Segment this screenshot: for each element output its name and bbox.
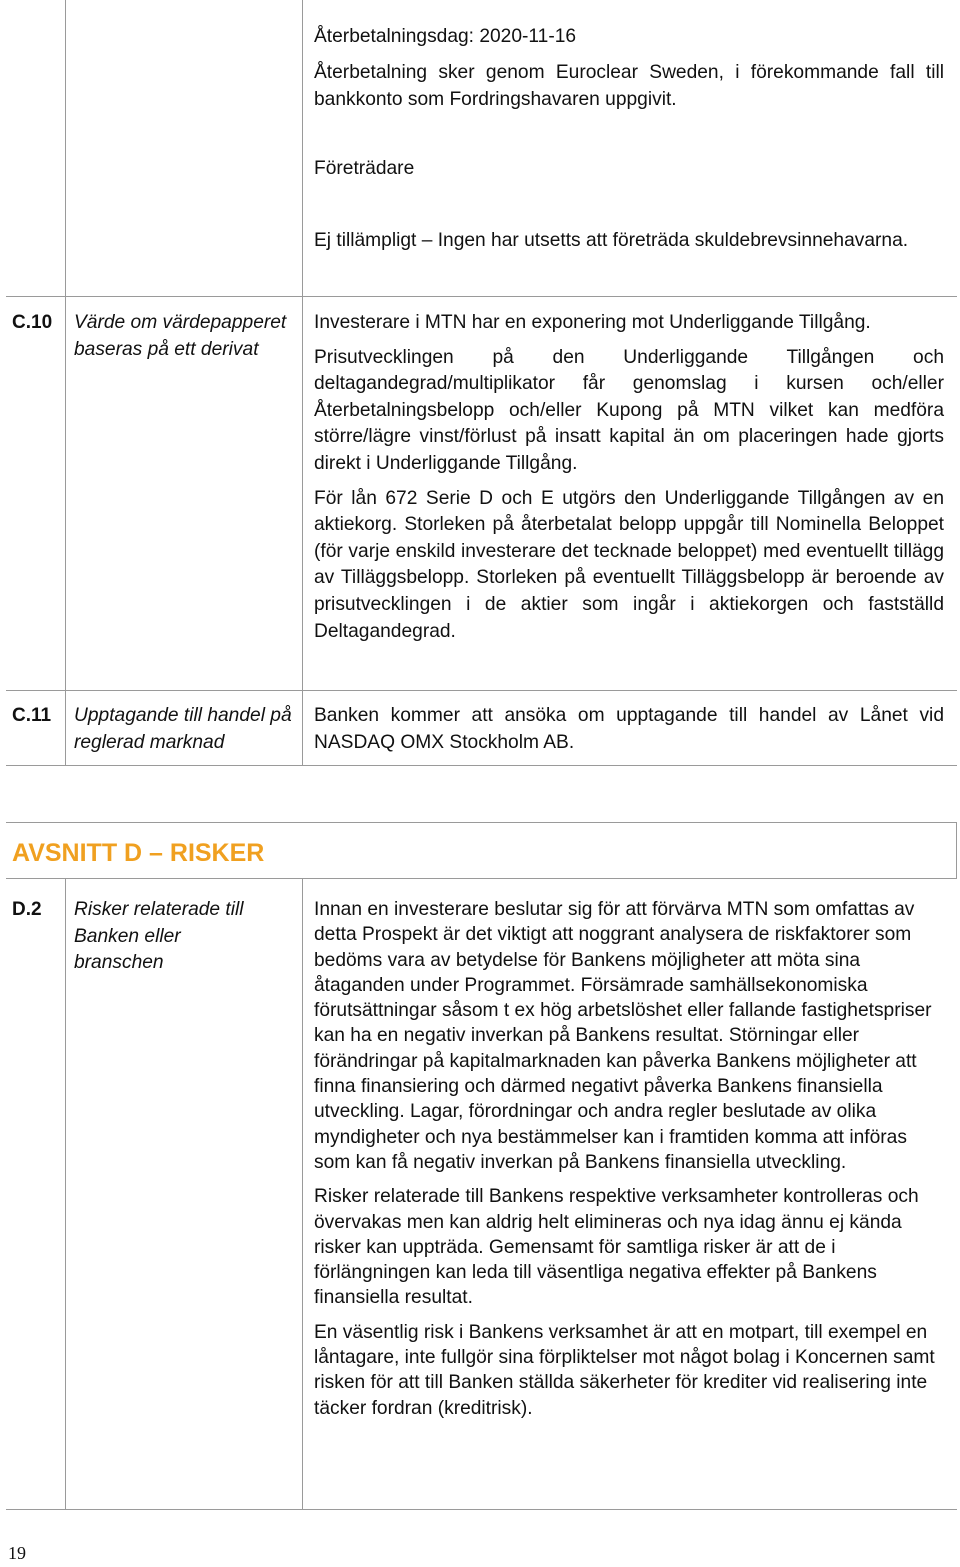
element-code: C.11 bbox=[12, 705, 52, 726]
element-label: Värde om värdepapperet baseras på ett derivat bbox=[74, 312, 287, 360]
d2-paragraph-1: Innan en investerare beslutar sig för att förvärva MTN som omfattas av detta Prospekt är det viktigt att noggrant analysera de riskfaktorer som bedöms vara av betydelse för Bankens möjligheter att möta sina åtaganden under Programmet. Försämrade samhällsekonomiska förutsättningar såsom t ex hög arbetslöshet eller fallande fastighetspriser kan ha en negativ inverkan på Bankens resultat. Störningar eller förändringar på kapitalmarknaden kan påverka Bankens möjligheter att finna finansiering och därmed negativt påverka Bankens finansiella utveckling. Lagar, förordningar och andra regler beslutade av olika myndigheter och nya bestämmelser kan i framtiden komma att införas som kan få negativ inverkan på Bankens finansiella utveckling. bbox=[314, 899, 932, 1173]
table-border bbox=[65, 878, 66, 1510]
c10-paragraph-1: Investerare i MTN har en exponering mot Underliggande Tillgång. bbox=[314, 312, 871, 333]
element-label: Upptagande till handel på reglerad marknad bbox=[74, 705, 292, 753]
element-code: C.10 bbox=[12, 312, 53, 333]
d2-paragraph-3: En väsentlig risk i Bankens verksamhet är att en motpart, till exempel en låntagare, inte fullgör sina förpliktelser mot något bolag i Koncernen samt risken för att till Banken ställda säkerheter för krediter vid realisering inte täcker fordran (kreditrisk). bbox=[314, 1321, 935, 1419]
table-border bbox=[6, 296, 957, 297]
c10-paragraph-2: Prisutvecklingen på den Underliggande Tillgången och deltagandegrad/multiplikator får genomslag i kursen och/eller Återbetalningsbelopp och/eller Kupong på MTN vilket kan medföra större/lägre vinst/förlust på insatt kapital än om placeringen hade gjorts direkt i Underliggande Tillgång. bbox=[314, 346, 944, 474]
d2-paragraph bbox=[314, 897, 936, 1421]
repayment-date: Återbetalningsdag: 2020-11-16 bbox=[314, 26, 577, 47]
section-border bbox=[956, 822, 957, 879]
c10-paragraph bbox=[314, 310, 944, 645]
table-border bbox=[65, 0, 66, 766]
table-border bbox=[6, 1509, 957, 1510]
element-label: Risker relaterade till Banken eller branschen bbox=[74, 899, 244, 974]
table-border bbox=[6, 765, 957, 766]
c11-text: Banken kommer att ansöka om upptagande till handel av Lånet vid NASDAQ OMX Stockholm AB. bbox=[314, 705, 944, 753]
table-border bbox=[302, 878, 303, 1510]
d2-paragraph-2: Risker relaterade till Bankens respektive verksamheter kontrolleras och övervakas men kan aldrig helt elimineras och nya idag ännu ej kända risker kan uppträda. Gemensamt för samtliga risker är att de i förlängningen kan leda till väsentliga negativa effekter på Bankens finansiella resultat. bbox=[314, 1186, 919, 1309]
table-border bbox=[302, 0, 303, 766]
repayment-method: Återbetalning sker genom Euroclear Sweden, i förekommande fall till bankkonto som Fordringshavaren uppgivit. bbox=[314, 62, 944, 110]
c10-paragraph-3: För lån 672 Serie D och E utgörs den Underliggande Tillgången av en aktiekorg. Storleken på återbetalat belopp uppgår till Nominella Beloppet (för varje enskild investerare det tecknade beloppet) med eventuellt tillägg av Tilläggsbelopp. Storleken på eventuellt Tilläggsbelopp är beroende av prisutvecklingen i de aktier som ingår i aktiekorgen och fastställd Deltagandegrad. bbox=[314, 487, 944, 642]
section-border bbox=[6, 878, 957, 879]
section-border bbox=[6, 822, 957, 823]
representative-heading: Företrädare bbox=[314, 158, 415, 179]
table-border bbox=[6, 690, 957, 691]
representative-text: Ej tillämpligt – Ingen har utsetts att företräda skuldebrevsinnehavarna. bbox=[314, 230, 909, 251]
section-title: AVSNITT D – RISKER bbox=[12, 839, 265, 867]
page-number: 19 bbox=[8, 1543, 26, 1563]
element-code: D.2 bbox=[12, 899, 42, 920]
